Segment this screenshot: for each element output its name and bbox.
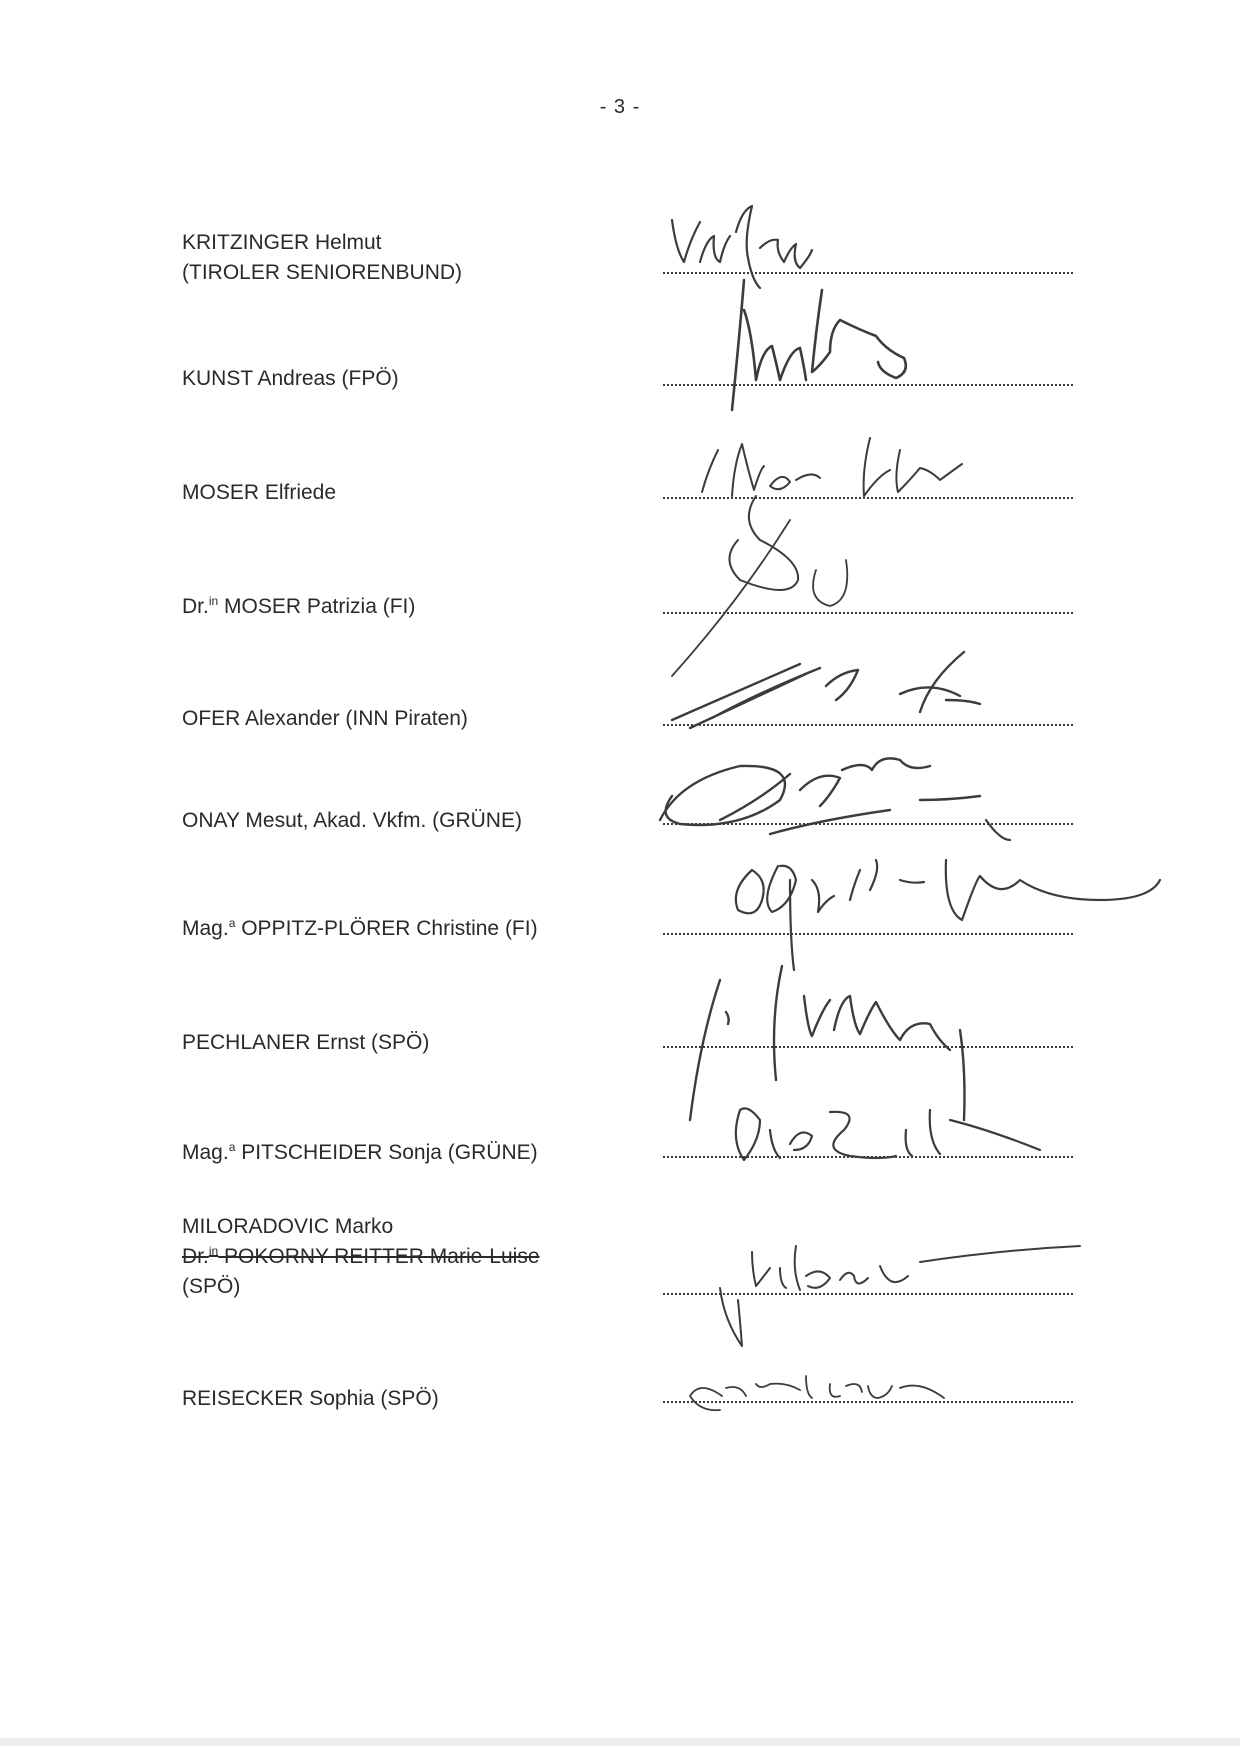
- signature-line: [663, 1401, 1073, 1403]
- signatory-row: [0, 1028, 1240, 1088]
- signatory-name: Mag.$^a$ PITSCHEIDER Sonja (GRÜNE): [182, 1140, 538, 1164]
- signatory-row: [0, 914, 1240, 974]
- signatory-row: [0, 1212, 1240, 1322]
- signatory-row: [0, 1384, 1240, 1444]
- signatory-name: MOSER Elfriede: [182, 481, 337, 504]
- signatory-name: Mag.$^a$ OPPITZ-PLÖRER Christine (FI): [182, 916, 538, 940]
- signature-line: [663, 272, 1073, 274]
- signature-line: [663, 724, 1073, 726]
- signatory-row: [0, 478, 1240, 538]
- signatory-row: [0, 1138, 1240, 1198]
- signatory-row: [0, 704, 1240, 764]
- signatory-row: [0, 592, 1240, 652]
- signatory-name: KRITZINGER Helmut (TIROLER SENIORENBUND): [182, 231, 463, 284]
- signatory-name: KUNST Andreas (FPÖ): [182, 367, 399, 390]
- signature-line: [663, 612, 1073, 614]
- scan-edge: [0, 1738, 1240, 1746]
- signatory-name: ONAY Mesut, Akad. Vkfm. (GRÜNE): [182, 809, 522, 832]
- signatory-name: PECHLANER Ernst (SPÖ): [182, 1031, 430, 1054]
- signature-line: [663, 497, 1073, 499]
- signatory-name: OFER Alexander (INN Piraten): [182, 707, 468, 730]
- signatory-row: [0, 806, 1240, 866]
- signatory-name: MILORADOVIC Marko Dr.$^{in}$ POKORNY-REITTER Marie-Luise (SPÖ): [182, 1215, 540, 1298]
- signatory-row: [0, 228, 1240, 288]
- signature-line: [663, 384, 1073, 386]
- struck-name: Dr.$^{in}$ POKORNY-REITTER Marie-Luise: [182, 1244, 540, 1268]
- signature-line: [663, 1156, 1073, 1158]
- signature-line: [663, 1293, 1073, 1295]
- signatory-row: [0, 364, 1240, 424]
- page-number: - 3 -: [599, 96, 641, 118]
- signature-line: [663, 823, 1073, 825]
- signature-line: [663, 1046, 1073, 1048]
- signatory-name: REISECKER Sophia (SPÖ): [182, 1387, 439, 1410]
- signature-line: [663, 933, 1073, 935]
- signatory-name: Dr.$^{in}$ MOSER Patrizia (FI): [182, 594, 416, 618]
